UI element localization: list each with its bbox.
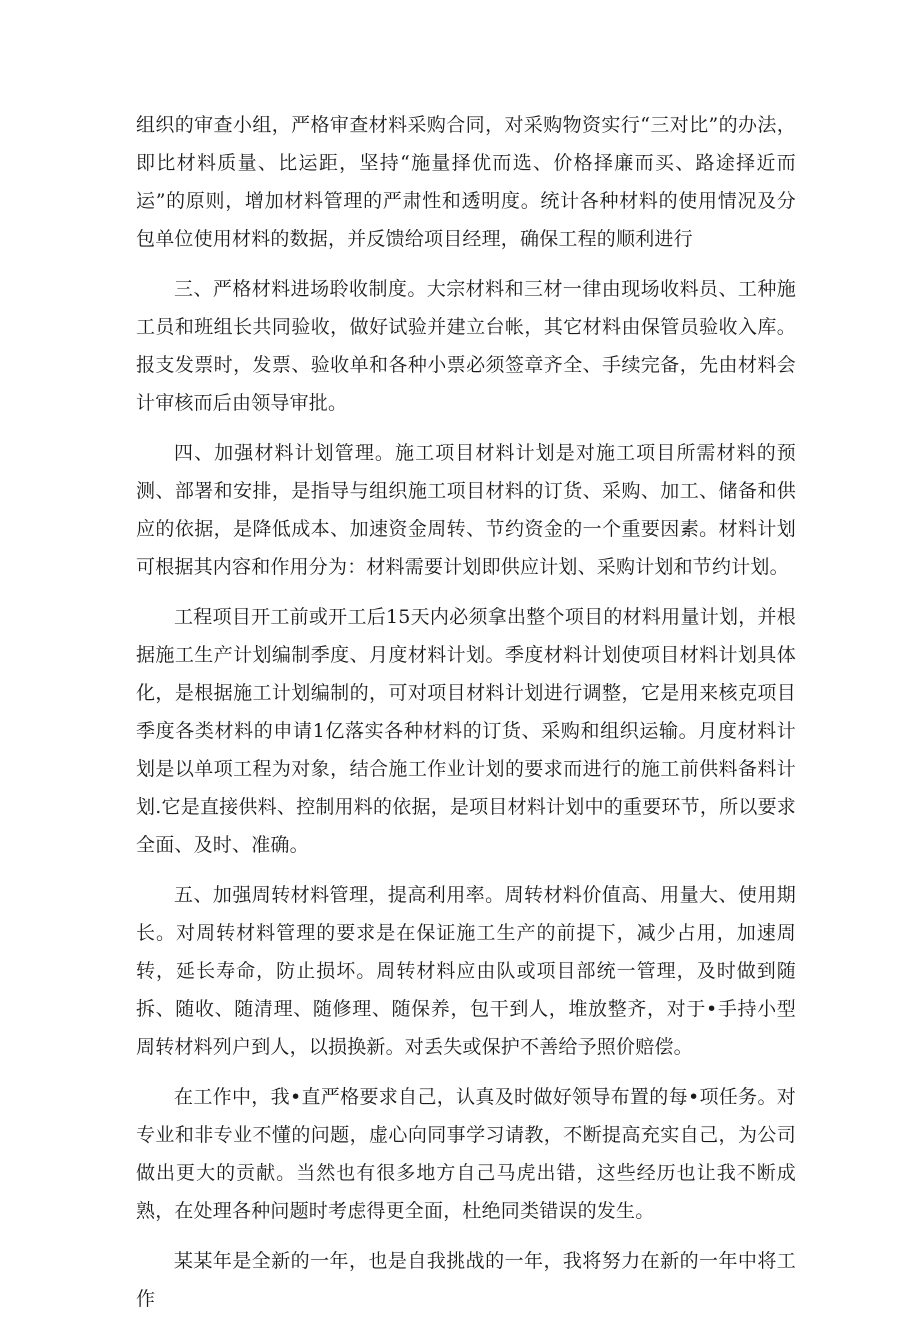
paragraph-work-attitude: 在工作中，我•直严格要求自己，认真及时做好领导布置的每•项任务。对专业和非专业不懂的问题，虚心向同事学习请教，不断提高充实自己，为公司做出更大的贡献。当然也有很多地方自己马虎出错，这些经历也让我不断成熟，在处理各种问题时考虑得更全面，杜绝同类错误的发生。 bbox=[136, 1086, 796, 1222]
document-body bbox=[136, 106, 796, 1330]
paragraph-procurement-review: 组织的审查小组，严格审查材料采购合同，对采购物资实行“三对比”的办法，即比材料质量、比运距，坚持“施量择优而选、价格择廉而买、路途择近而运”的原则，增加材料管理的严肃性和透明度。统计各种材料的使用情况及分包单位使用材料的数据，并反馈给项目经理，确保工程的顺利进行 bbox=[136, 114, 796, 250]
paragraph-project-material-schedule: 工程项目开工前或开工后15天内必须拿出整个项目的材料用量计划，并根据施工生产计划编制季度、月度材料计划。季度材料计划使项目材料计划具体化，是根据施工计划编制的，可对项目材料计划进行调整，它是用来核克项目季度各类材料的申请1亿落实各种材料的订货、采购和组织运输。月度材料计划是以单项工程为对象，结合施工作业计划的要求而进行的施工前供料备料计划.它是直接供料、控制用料的依据，是项目材料计划中的重要环节，所以要求全面、及时、准确。 bbox=[136, 606, 796, 856]
paragraph-acceptance-system: 三、严格材料进场聆收制度。大宗材料和三材一律由现场收料员、工种施工员和班组长共同验收，做好试验并建立台帐，其它材料由保管员验收入库。报支发票时，发票、验收单和各种小票必须签章齐全、手续完备，先由材料会计审核而后由领导审批。 bbox=[136, 278, 796, 414]
paragraph-material-planning: 四、加强材料计划管理。施工项目材料计划是对施工项目所需材料的预测、部署和安排，是指导与组织施工项目材料的订货、采购、加工、储备和供应的依据，是降低成本、加速资金周转、节约资金的一个重要因素。材料计划可根据其内容和作用分为：材料需要计划即供应计划、采购计划和节约计划。 bbox=[136, 442, 796, 578]
paragraph-turnover-materials: 五、加强周转材料管理，提高利用率。周转材料价值高、用量大、使用期长。对周转材料管理的要求是在保证施工生产的前提下，减少占用，加速周转，延长寿命，防止损坏。周转材料应由队或项目部统一管理，及时做到随拆、随收、随清理、随修理、随保养，包干到人，堆放整齐，对于•手持小型周转材料列户到人，以损换新。对丢失或保护不善给予照价赔偿。 bbox=[136, 884, 796, 1058]
paragraph-new-year: 某某年是全新的一年，也是自我挑战的一年，我将努力在新的一年中将工作 bbox=[136, 1250, 796, 1310]
